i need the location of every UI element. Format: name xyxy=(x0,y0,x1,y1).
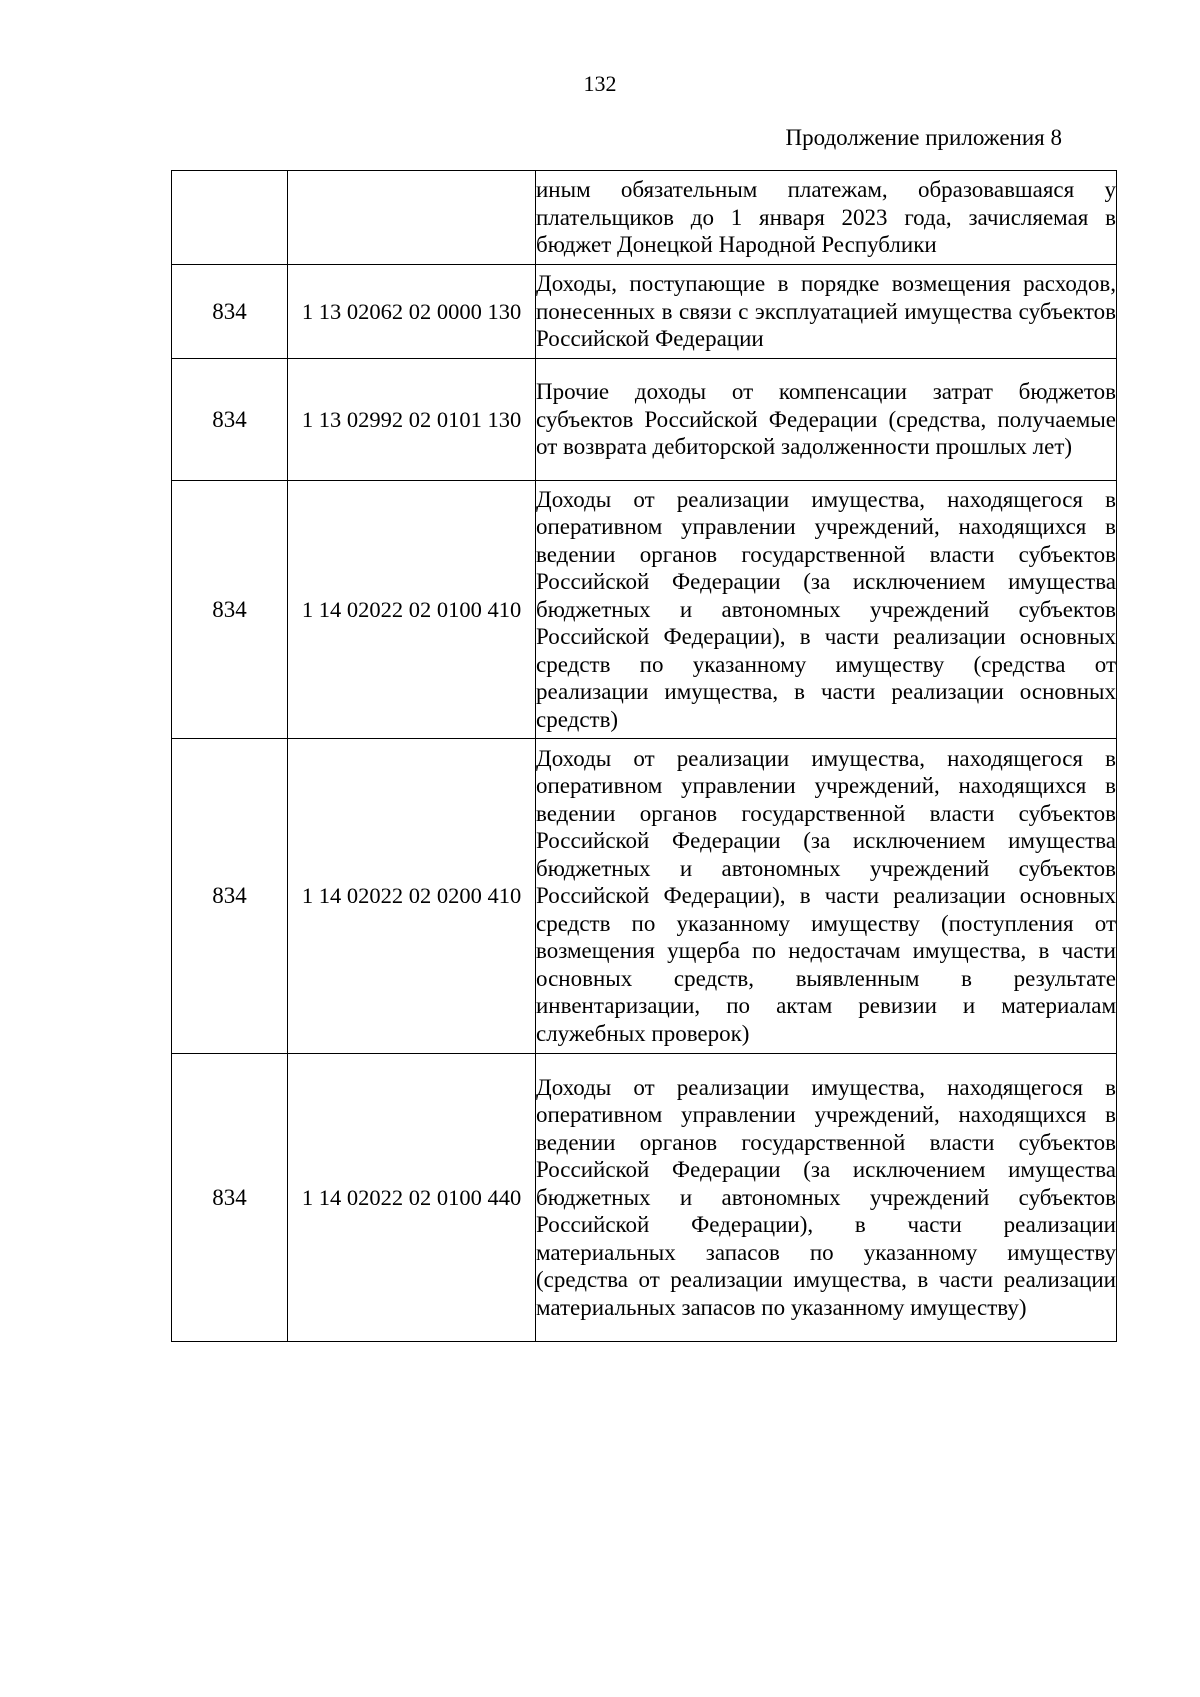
description-cell: Доходы от реализации имущества, находящегося в оперативном управлении учреждений, находящихся в ведении органов государственной власти субъектов Российской Федерации (за исключением имущества бюджетных и автономных учреждений субъектов Российской Федерации), в части реализации материальных запасов по указанному имуществу (средства от реализации имущества, в части реализации материальных запасов по указанному имуществу) xyxy=(536,1054,1117,1342)
description-cell: Доходы от реализации имущества, находящегося в оперативном управлении учреждений, находящихся в ведении органов государственной власти субъектов Российской Федерации (за исключением имущества бюджетных и автономных учреждений субъектов Российской Федерации), в части реализации основных средств по указанному имуществу (средства от реализации имущества, в части реализации основных средств) xyxy=(536,481,1117,739)
admin-code-cell: 834 xyxy=(172,265,288,359)
income-code-cell: 1 13 02062 02 0000 130 xyxy=(288,265,536,359)
description-cell: Прочие доходы от компенсации затрат бюджетов субъектов Российской Федерации (средства, получаемые от возврата дебиторской задолженности прошлых лет) xyxy=(536,359,1117,481)
admin-code-cell xyxy=(172,171,288,265)
admin-code-cell: 834 xyxy=(172,1054,288,1342)
description-cell: Доходы от реализации имущества, находящегося в оперативном управлении учреждений, находящихся в ведении органов государственной власти субъектов Российской Федерации (за исключением имущества бюджетных и автономных учреждений субъектов Российской Федерации), в части реализации основных средств по указанному имуществу (поступления от возмещения ущерба по недостачам имущества, в части основных средств, выявленным в результате инвентаризации, по актам ревизии и материалам служебных проверок) xyxy=(536,739,1117,1054)
description-cell: иным обязательным платежам, образовавшаяся у плательщиков до 1 января 2023 года, зачисляемая в бюджет Донецкой Народной Республики xyxy=(536,171,1117,265)
admin-code-cell: 834 xyxy=(172,481,288,739)
table-row xyxy=(172,359,1117,481)
table-row xyxy=(172,739,1117,1054)
table-row xyxy=(172,265,1117,359)
table-row xyxy=(172,1054,1117,1342)
income-codes-table xyxy=(171,170,1117,1342)
income-code-cell xyxy=(288,171,536,265)
description-cell: Доходы, поступающие в порядке возмещения расходов, понесенных в связи с эксплуатацией имущества субъектов Российской Федерации xyxy=(536,265,1117,359)
income-code-cell: 1 14 02022 02 0100 440 xyxy=(288,1054,536,1342)
income-code-cell: 1 14 02022 02 0200 410 xyxy=(288,739,536,1054)
page-number: 132 xyxy=(583,71,617,96)
income-code-cell: 1 14 02022 02 0100 410 xyxy=(288,481,536,739)
admin-code-cell: 834 xyxy=(172,739,288,1054)
income-code-cell: 1 13 02992 02 0101 130 xyxy=(288,359,536,481)
appendix-continuation-note: Продолжение приложения 8 xyxy=(785,125,1062,150)
table-row xyxy=(172,171,1117,265)
admin-code-cell: 834 xyxy=(172,359,288,481)
table-row xyxy=(172,481,1117,739)
